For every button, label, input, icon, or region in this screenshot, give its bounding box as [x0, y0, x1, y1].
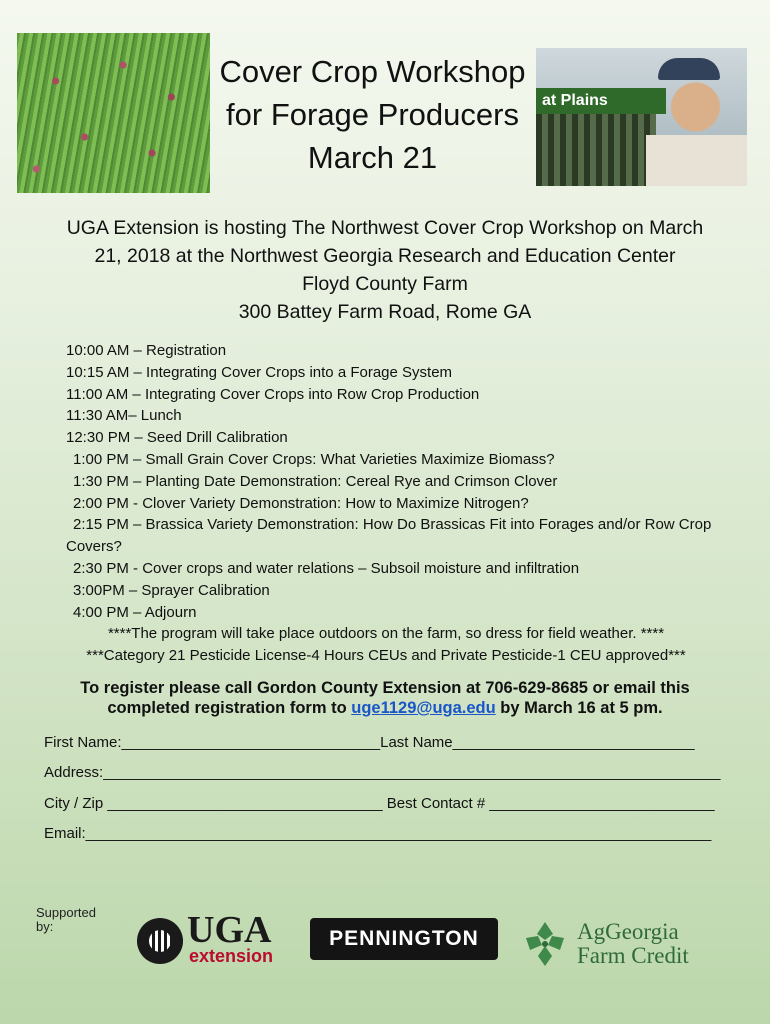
intro-line: UGA Extension is hosting The Northwest Cover Crop Workshop on March — [66, 217, 704, 239]
title-line: for Forage Producers — [226, 97, 519, 132]
schedule-item: 1:30 PM – Planting Date Demonstration: Cereal Rye and Crimson Clover — [73, 472, 558, 490]
ceu-note: ***Category 21 Pesticide License-4 Hours CEUs and Private Pesticide-1 CEU approved*** — [86, 647, 686, 665]
intro-line: 21, 2018 at the Northwest Georgia Research and Education Center — [94, 245, 676, 267]
seed-drill-photo — [536, 48, 747, 186]
email-link[interactable]: uge1129@uga.edu — [351, 699, 496, 717]
first-last-name-field[interactable]: First Name:_______________________________Last Name_____________________________ — [44, 734, 695, 751]
schedule-list — [66, 340, 746, 667]
schedule-item: 2:30 PM - Cover crops and water relations – Subsoil moisture and infiltration — [73, 559, 580, 577]
title-line: Cover Crop Workshop — [219, 54, 526, 89]
schedule-item: 11:00 AM – Integrating Cover Crops into Row Crop Production — [66, 385, 480, 403]
schedule-item: 2:15 PM – Brassica Variety Demonstration: How Do Brassicas Fit into Forages and/or Row Crop Covers? — [66, 516, 712, 556]
schedule-item: 10:15 AM – Integrating Cover Crops into a Forage System — [66, 363, 453, 381]
page-title — [200, 50, 545, 179]
crimson-clover-photo — [17, 33, 210, 193]
uga-extension-logo: UGA extension — [137, 916, 282, 972]
schedule-item: 1:00 PM – Small Grain Cover Crops: What Varieties Maximize Biomass? — [73, 450, 555, 468]
schedule-item: 10:00 AM – Registration — [66, 342, 227, 359]
address-field[interactable]: Address:__________________________________________________________________________ — [44, 764, 721, 782]
schedule-item: 2:00 PM - Clover Variety Demonstration: How to Maximize Nitrogen? — [73, 494, 529, 512]
arch-icon — [137, 918, 183, 964]
title-line: March 21 — [307, 140, 438, 175]
aggeorgia-farm-credit-logo: AgGeorgia Farm Credit — [520, 918, 730, 974]
pennington-logo: PENNINGTON — [310, 918, 498, 960]
schedule-item: 4:00 PM – Adjourn — [73, 603, 197, 621]
leaf-icon — [520, 918, 570, 970]
intro-paragraph — [20, 214, 750, 326]
intro-line: Floyd County Farm — [302, 273, 468, 295]
supported-by-label: Supported by: — [36, 905, 96, 934]
dress-note: ****The program will take place outdoors on the farm, so dress for field weather. **** — [107, 625, 665, 643]
intro-line: 300 Battey Farm Road, Rome GA — [238, 301, 532, 323]
schedule-item: 12:30 PM – Seed Drill Calibration — [66, 429, 288, 447]
register-line: completed registration form to uge1129@uga.edu by March 16 at 5 pm. — [107, 699, 663, 717]
registration-instructions — [20, 678, 750, 718]
city-zip-contact-field[interactable]: City / Zip _________________________________ Best Contact # ___________________________ — [44, 794, 715, 812]
drill-sign: at Plains — [536, 88, 666, 114]
email-field[interactable]: Email:___________________________________________________________________________ — [44, 824, 712, 842]
schedule-item: 3:00PM – Sprayer Calibration — [73, 581, 270, 599]
registration-form — [44, 728, 744, 849]
schedule-item: 11:30 AM– Lunch — [66, 407, 182, 425]
register-line: To register please call Gordon County Extension at 706-629-8685 or email this — [80, 679, 690, 697]
